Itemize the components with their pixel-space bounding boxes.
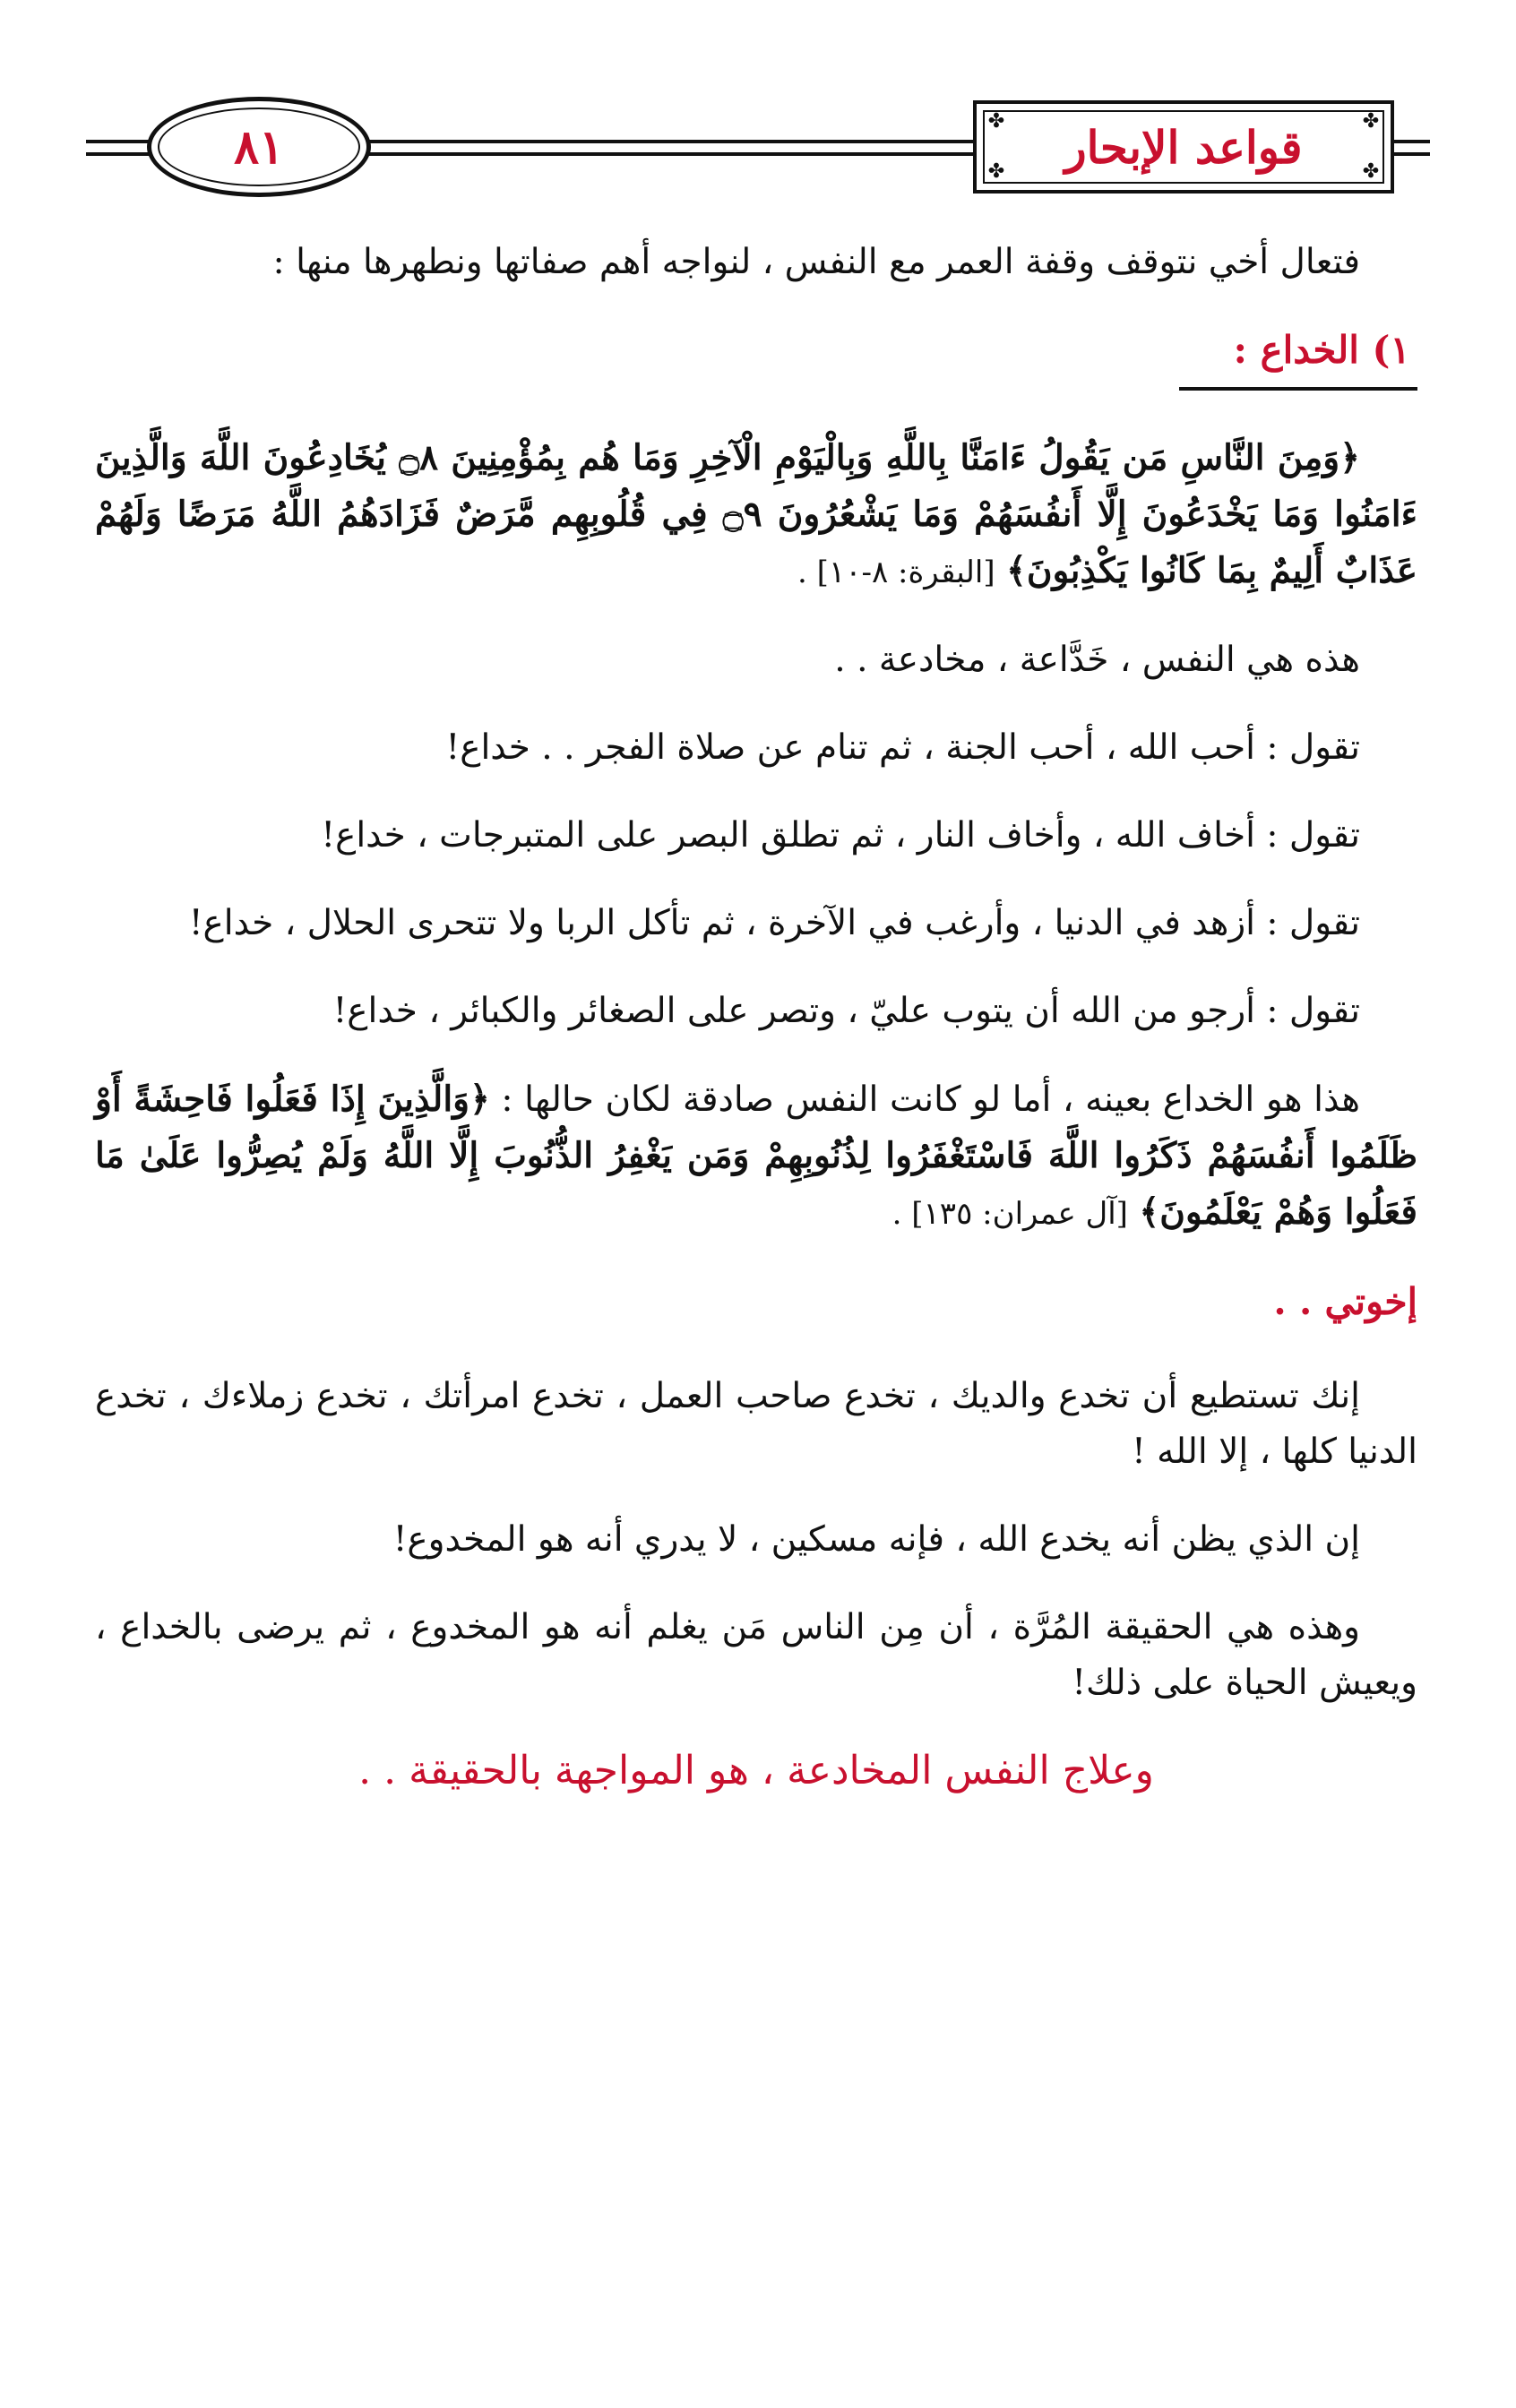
sub-heading: إخوتي . . bbox=[1273, 1280, 1417, 1323]
paragraph: إن الذي يظن أنه يخدع الله ، فإنه مسكين ، لا يدري أنه هو المخدوع! bbox=[392, 1519, 1360, 1560]
quran-verse-block bbox=[95, 430, 1417, 600]
corner-ornament-icon: ✤ bbox=[1362, 160, 1380, 183]
corner-ornament-icon: ✤ bbox=[987, 110, 1005, 133]
corner-ornament-icon: ✤ bbox=[987, 160, 1005, 183]
intro-paragraph: فتعال أخي نتوقف وقفة العمر مع النفس ، لنواجه أهم صفاتها ونطهرها منها : bbox=[272, 242, 1360, 282]
section-heading-wrap bbox=[95, 322, 1417, 430]
book-title-frame bbox=[973, 100, 1394, 194]
paragraph: وهذه هي الحقيقة المُرَّة ، أن مِن الناس مَن يغلم أنه هو المخدوع ، ثم يرضى بالخداع ، ويعيش الحياة على ذلك! bbox=[95, 1607, 1417, 1703]
quran-verse: ﴿وَالَّذِينَ إِذَا فَعَلُوا فَاحِشَةً أَوْ ظَلَمُوا أَنفُسَهُمْ ذَكَرُوا اللَّهَ فَاسْتَغْفَرُوا لِذُنُوبِهِمْ وَمَن يَغْفِرُ الذُّنُوبَ إِلَّا اللَّهُ وَلَمْ يُصِرُّوا عَلَىٰ مَا فَعَلُوا وَهُمْ يَعْلَمُونَ﴾ bbox=[95, 1079, 1417, 1233]
page-header bbox=[86, 90, 1430, 206]
paragraph: تقول : أحب الله ، أحب الجنة ، ثم تنام عن صلاة الفجر . . خداع! bbox=[445, 727, 1360, 768]
paragraph-text: هذا هو الخداع بعينه ، أما لو كانت النفس صادقة لكان حالها : bbox=[501, 1079, 1360, 1120]
corner-ornament-icon: ✤ bbox=[1362, 110, 1380, 133]
verse-reference: [البقرة: ٨-١٠] . bbox=[797, 555, 995, 590]
page-body bbox=[95, 235, 1417, 1838]
section-heading: ١) الخداع : bbox=[1179, 322, 1417, 391]
paragraph: إنك تستطيع أن تخدع والديك ، تخدع صاحب العمل ، تخدع امرأتك ، تخدع زملاءك ، تخدع الدنيا كلها ، إلا الله ! bbox=[95, 1376, 1417, 1472]
paragraph: هذه هي النفس ، خَدَّاعة ، مخادعة . . bbox=[834, 640, 1360, 680]
page-number: ٨١ bbox=[234, 119, 284, 175]
paragraph: تقول : أزهد في الدنيا ، وأرغب في الآخرة ، ثم تأكل الربا ولا تتحرى الحلال ، خداع! bbox=[188, 903, 1360, 943]
quran-verse: ﴿وَمِنَ النَّاسِ مَن يَقُولُ ءَامَنَّا بِاللَّهِ وَبِالْيَوْمِ الْآخِرِ وَمَا هُم بِمُؤْمِنِينَ ۝٨ يُخَادِعُونَ اللَّهَ وَالَّذِينَ ءَامَنُوا وَمَا يَخْدَعُونَ إِلَّا أَنفُسَهُمْ وَمَا يَشْعُرُونَ ۝٩ فِي قُلُوبِهِم مَّرَضٌ فَزَادَهُمُ اللَّهُ مَرَضًا وَلَهُمْ عَذَابٌ أَلِيمٌ بِمَا كَانُوا يَكْذِبُونَ﴾ bbox=[95, 437, 1417, 591]
verse-reference: [آل عمران: ١٣٥] . bbox=[892, 1196, 1128, 1232]
paragraph: تقول : أرجو من الله أن يتوب عليّ ، وتصر على الصغائر والكبائر ، خداع! bbox=[332, 991, 1360, 1031]
quran-verse-block bbox=[95, 1071, 1417, 1242]
paragraph: تقول : أخاف الله ، وأخاف النار ، ثم تطلق البصر على المتبرجات ، خداع! bbox=[321, 815, 1360, 856]
page-number-oval bbox=[147, 97, 371, 197]
book-title: قواعد الإبحار bbox=[1064, 120, 1303, 174]
closing-line: وعلاج النفس المخادعة ، هو المواجهة بالحقيقة . . bbox=[358, 1748, 1154, 1793]
